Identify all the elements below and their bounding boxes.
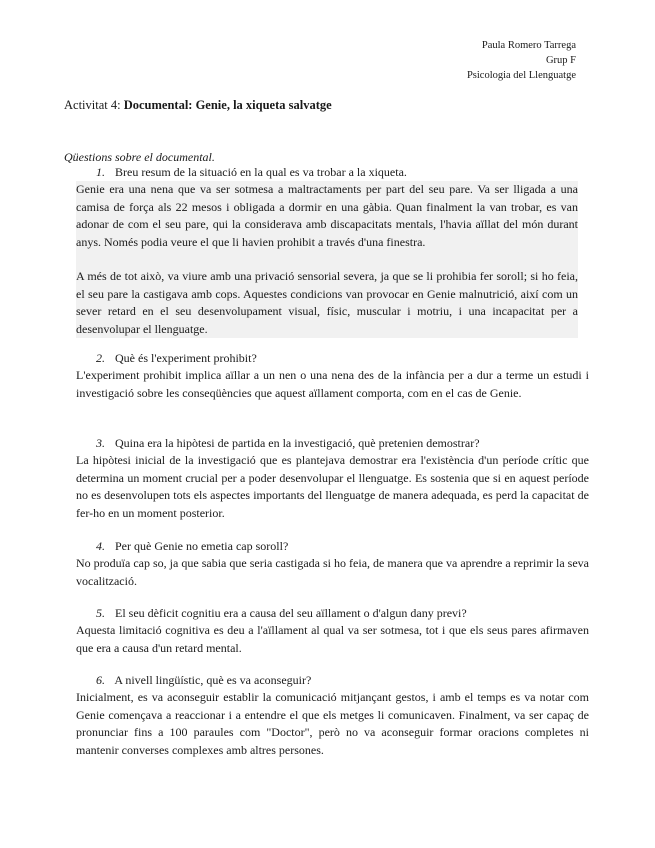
question-2	[96, 350, 257, 367]
question-3	[96, 435, 480, 452]
answer-4	[76, 555, 589, 590]
answer-paragraph: Aquesta limitació cognitiva es deu a l'aïllament al qual va ser sotmesa, tot i que els seus pares afirmaven que era a causa d'un retard mental.	[76, 623, 589, 655]
question-number: 3.	[96, 436, 105, 450]
answer-paragraph: L'experiment prohibit implica aïllar a un nen o una nena des de la infància per a dur a terme un estudi i investigació sobre les conseqüències que aquest aïllament comporta, com en el cas de Genie.	[76, 368, 589, 400]
question-number: 1.	[96, 165, 105, 179]
title-prefix: Activitat 4:	[64, 98, 124, 112]
section-label: Qüestions sobre el documental.	[64, 150, 215, 164]
question-text: Per què Genie no emetia cap soroll?	[115, 539, 289, 553]
answer-6	[76, 689, 589, 759]
question-4	[96, 538, 288, 555]
document-title	[64, 98, 332, 113]
question-text: Què és l'experiment prohibit?	[115, 351, 257, 365]
title-main: Documental: Genie, la xiqueta salvatge	[123, 98, 332, 112]
question-text: Breu resum de la situació en la qual es va trobar a la xiqueta.	[115, 165, 407, 179]
answer-5	[76, 622, 589, 657]
document-header	[467, 38, 576, 83]
question-text: Quina era la hipòtesi de partida en la investigació, què pretenien demostrar?	[115, 436, 480, 450]
question-5	[96, 605, 467, 622]
question-text: A nivell lingüístic, què es va aconseguir?	[114, 673, 312, 687]
question-1	[96, 164, 407, 181]
question-number: 6.	[96, 673, 105, 687]
question-text: El seu dèficit cognitiu era a causa del seu aïllament o d'algun dany previ?	[115, 606, 467, 620]
answer-paragraph: Genie era una nena que va ser sotmesa a maltractaments per part del seu pare. Va ser lligada a una camisa de força als 22 mesos i obligada a dormir en una gàbia. Quan finalment la van trobar, es van adonar de com el seu pare, qui la considerava amb discapacitats mentals, l'havia aïllat del món durant anys. Només podia veure el que li havien prohibit a través d'una finestra.	[76, 182, 578, 249]
author-name: Paula Romero Tarrega	[481, 40, 576, 51]
answer-1	[76, 181, 578, 338]
question-number: 4.	[96, 539, 105, 553]
answer-3	[76, 452, 589, 522]
subject-name: Psicologia del Llenguatge	[466, 70, 576, 81]
answer-paragraph: No produïa cap so, ja que sabia que seria castigada si ho feia, de manera que va aprendre a reprimir la seva vocalització.	[76, 556, 589, 588]
question-6	[96, 672, 311, 689]
answer-paragraph: Inicialment, es va aconseguir establir la comunicació mitjançant gestos, i amb el temps es va notar com Genie començava a reaccionar i a entendre el que els metges li comunicaven. Finalment, va ser capaç de pronunciar fins a 100 paraules com "Doctor", però no va aconseguir formar oracions completes ni mantenir converses complexes amb altres persones.	[76, 690, 589, 757]
question-number: 5.	[96, 606, 105, 620]
answer-paragraph: La hipòtesi inicial de la investigació que es plantejava demostrar era l'existència d'un període crític que determina un moment crucial per a poder desenvolupar el llenguatge. Es sostenia que si en aquest període no es desenvolupen tots els aspectes importants del llenguatge de manera adequada, es perd la capacitat de fer-ho en un moment posterior.	[76, 453, 589, 520]
group-name: Grup F	[545, 55, 576, 66]
question-number: 2.	[96, 351, 105, 365]
answer-paragraph: A més de tot això, va viure amb una privació sensorial severa, ja que se li prohibia fer soroll; si ho feia, el seu pare la castigava amb cops. Aquestes condicions van provocar en Genie malnutrició, així com un sever retard en el seu desenvolupament visual, físic, muscular i motriu, i una incapacitat per a desenvolupar el llenguatge.	[76, 269, 578, 336]
answer-2	[76, 367, 589, 402]
